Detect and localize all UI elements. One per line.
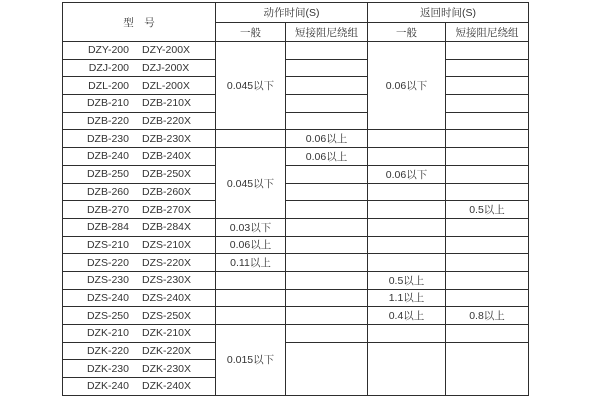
ret-gen-cell: 0.5以上 [368,271,446,289]
ret-gen-cell [368,325,446,343]
act-damp-cell [286,271,368,289]
model-name-x: DZK-230X [141,362,192,375]
act-damp-cell [286,218,368,236]
ret-gen-cell [368,342,446,395]
act-gen-cell [216,130,286,148]
act-gen-cell: 0.045以下 [216,42,286,130]
model-cell [63,307,216,325]
model-cell [63,236,216,254]
ret-damp-cell [446,254,529,272]
model-name-x: DZB-210X [141,97,192,110]
model-name-x: DZS-230X [141,274,192,287]
model-name-x: DZB-260X [141,185,192,198]
table-row [63,289,529,307]
act-damp-cell [286,77,368,95]
return-time-header: 返回时间(S) [368,3,529,23]
model-name-x: DZB-284X [141,221,192,234]
act-gen-cell [216,271,286,289]
ret-gen-cell: 1.1以上 [368,289,446,307]
model-name-x: DZB-220X [141,115,192,128]
act-damp-cell [286,342,368,395]
table-row [63,165,529,183]
model-name: DZB-250 [86,168,129,181]
table-row [63,218,529,236]
model-name: DZY-200 [87,44,129,57]
model-name: DZL-200 [88,79,129,92]
ret-gen-cell [368,130,446,148]
model-cell [63,130,216,148]
model-cell [63,165,216,183]
ret-damp-cell: 0.5以上 [446,201,529,219]
ret-damp-cell [446,112,529,130]
model-name: DZK-230 [86,362,129,375]
ret-gen-cell: 0.4以上 [368,307,446,325]
act-damp-cell [286,254,368,272]
ret-damp-cell [446,325,529,343]
ret-gen-cell [368,148,446,166]
ret-damp-cell [446,59,529,77]
model-cell [63,148,216,166]
table-row [63,130,529,148]
act-gen-cell: 0.03以下 [216,218,286,236]
model-name-x: DZB-270X [141,203,192,216]
model-name-x: DZS-250X [141,309,192,322]
relay-spec-table [62,2,529,396]
ret-damp-cell [446,236,529,254]
table-row [63,183,529,201]
model-name: DZB-210 [86,97,129,110]
ret-gen-cell: 0.06以下 [368,165,446,183]
model-name-x: DZB-230X [141,132,192,145]
model-cell [63,95,216,113]
model-header: 型 号 [63,3,216,42]
table-row [63,201,529,219]
table-row [63,325,529,343]
table-row [63,148,529,166]
table-row [63,342,529,360]
table-row [63,95,529,113]
model-name-x: DZK-240X [141,380,192,393]
model-name-x: DZB-250X [141,168,192,181]
act-damp-cell [286,289,368,307]
ret-gen-cell [368,201,446,219]
model-name-x: DZS-220X [141,256,192,269]
act-damp-cell [286,307,368,325]
ret-damp-cell [446,42,529,60]
model-name-x: DZK-210X [141,327,192,340]
model-cell [63,289,216,307]
model-cell [63,254,216,272]
model-cell [63,42,216,60]
model-cell [63,183,216,201]
table-row [63,271,529,289]
act-damp-cell [286,59,368,77]
model-name: DZS-250 [86,309,129,322]
model-cell [63,378,216,396]
act-damp-cell: 0.06以上 [286,130,368,148]
model-cell [63,201,216,219]
ret-damp-cell [446,342,529,395]
model-name: DZB-270 [86,203,129,216]
table-row [63,236,529,254]
model-cell [63,77,216,95]
action-time-header: 动作时间(S) [216,3,368,23]
table-row [63,254,529,272]
table-row [63,59,529,77]
act-gen-cell: 0.045以下 [216,148,286,219]
model-name: DZB-260 [86,185,129,198]
model-name-x: DZJ-200X [142,62,190,75]
act-damp-cell [286,95,368,113]
return-general-subheader: 一般 [368,23,446,42]
ret-damp-cell [446,130,529,148]
act-damp-cell [286,183,368,201]
act-gen-cell [216,289,286,307]
model-name: DZJ-200 [88,62,129,75]
ret-damp-cell [446,218,529,236]
return-damping-subheader: 短接阻尼绕组 [446,23,529,42]
act-damp-cell [286,201,368,219]
model-name: DZS-220 [86,256,129,269]
model-name-x: DZK-220X [141,345,192,358]
ret-gen-cell [368,218,446,236]
table-row [63,42,529,60]
ret-damp-cell [446,95,529,113]
act-gen-cell [216,307,286,325]
model-name-x: DZL-200X [142,79,190,92]
model-name: DZB-220 [86,115,129,128]
act-damp-cell [286,165,368,183]
act-gen-cell: 0.06以上 [216,236,286,254]
ret-damp-cell [446,271,529,289]
ret-damp-cell [446,148,529,166]
ret-damp-cell [446,77,529,95]
act-damp-cell [286,42,368,60]
act-damp-cell [286,325,368,343]
ret-damp-cell [446,289,529,307]
model-name: DZK-220 [86,345,129,358]
model-name: DZB-240 [86,150,129,163]
ret-gen-cell: 0.06以下 [368,42,446,130]
act-damp-cell: 0.06以上 [286,148,368,166]
model-name-x: DZS-210X [141,238,192,251]
model-cell [63,342,216,360]
model-name: DZS-240 [86,291,129,304]
model-name-x: DZS-240X [141,291,192,304]
spec-table-sheet [62,2,529,396]
action-damping-subheader: 短接阻尼绕组 [286,23,368,42]
model-cell [63,360,216,378]
model-cell [63,218,216,236]
model-cell [63,325,216,343]
ret-damp-cell [446,183,529,201]
act-damp-cell [286,236,368,254]
action-general-subheader: 一般 [216,23,286,42]
model-name-x: DZB-240X [141,150,192,163]
table-row [63,307,529,325]
model-name: DZB-230 [86,132,129,145]
model-cell [63,271,216,289]
ret-gen-cell [368,236,446,254]
ret-damp-cell: 0.8以上 [446,307,529,325]
model-name: DZS-230 [86,274,129,287]
model-name: DZK-210 [86,327,129,340]
act-gen-cell: 0.11以上 [216,254,286,272]
model-cell [63,112,216,130]
model-name: DZB-284 [86,221,129,234]
ret-damp-cell [446,165,529,183]
ret-gen-cell [368,183,446,201]
model-name-x: DZY-200X [142,44,191,57]
ret-gen-cell [368,254,446,272]
model-cell [63,59,216,77]
table-row [63,77,529,95]
act-damp-cell [286,112,368,130]
act-gen-cell: 0.015以下 [216,325,286,396]
model-name: DZK-240 [86,380,129,393]
table-row [63,112,529,130]
model-name: DZS-210 [86,238,129,251]
